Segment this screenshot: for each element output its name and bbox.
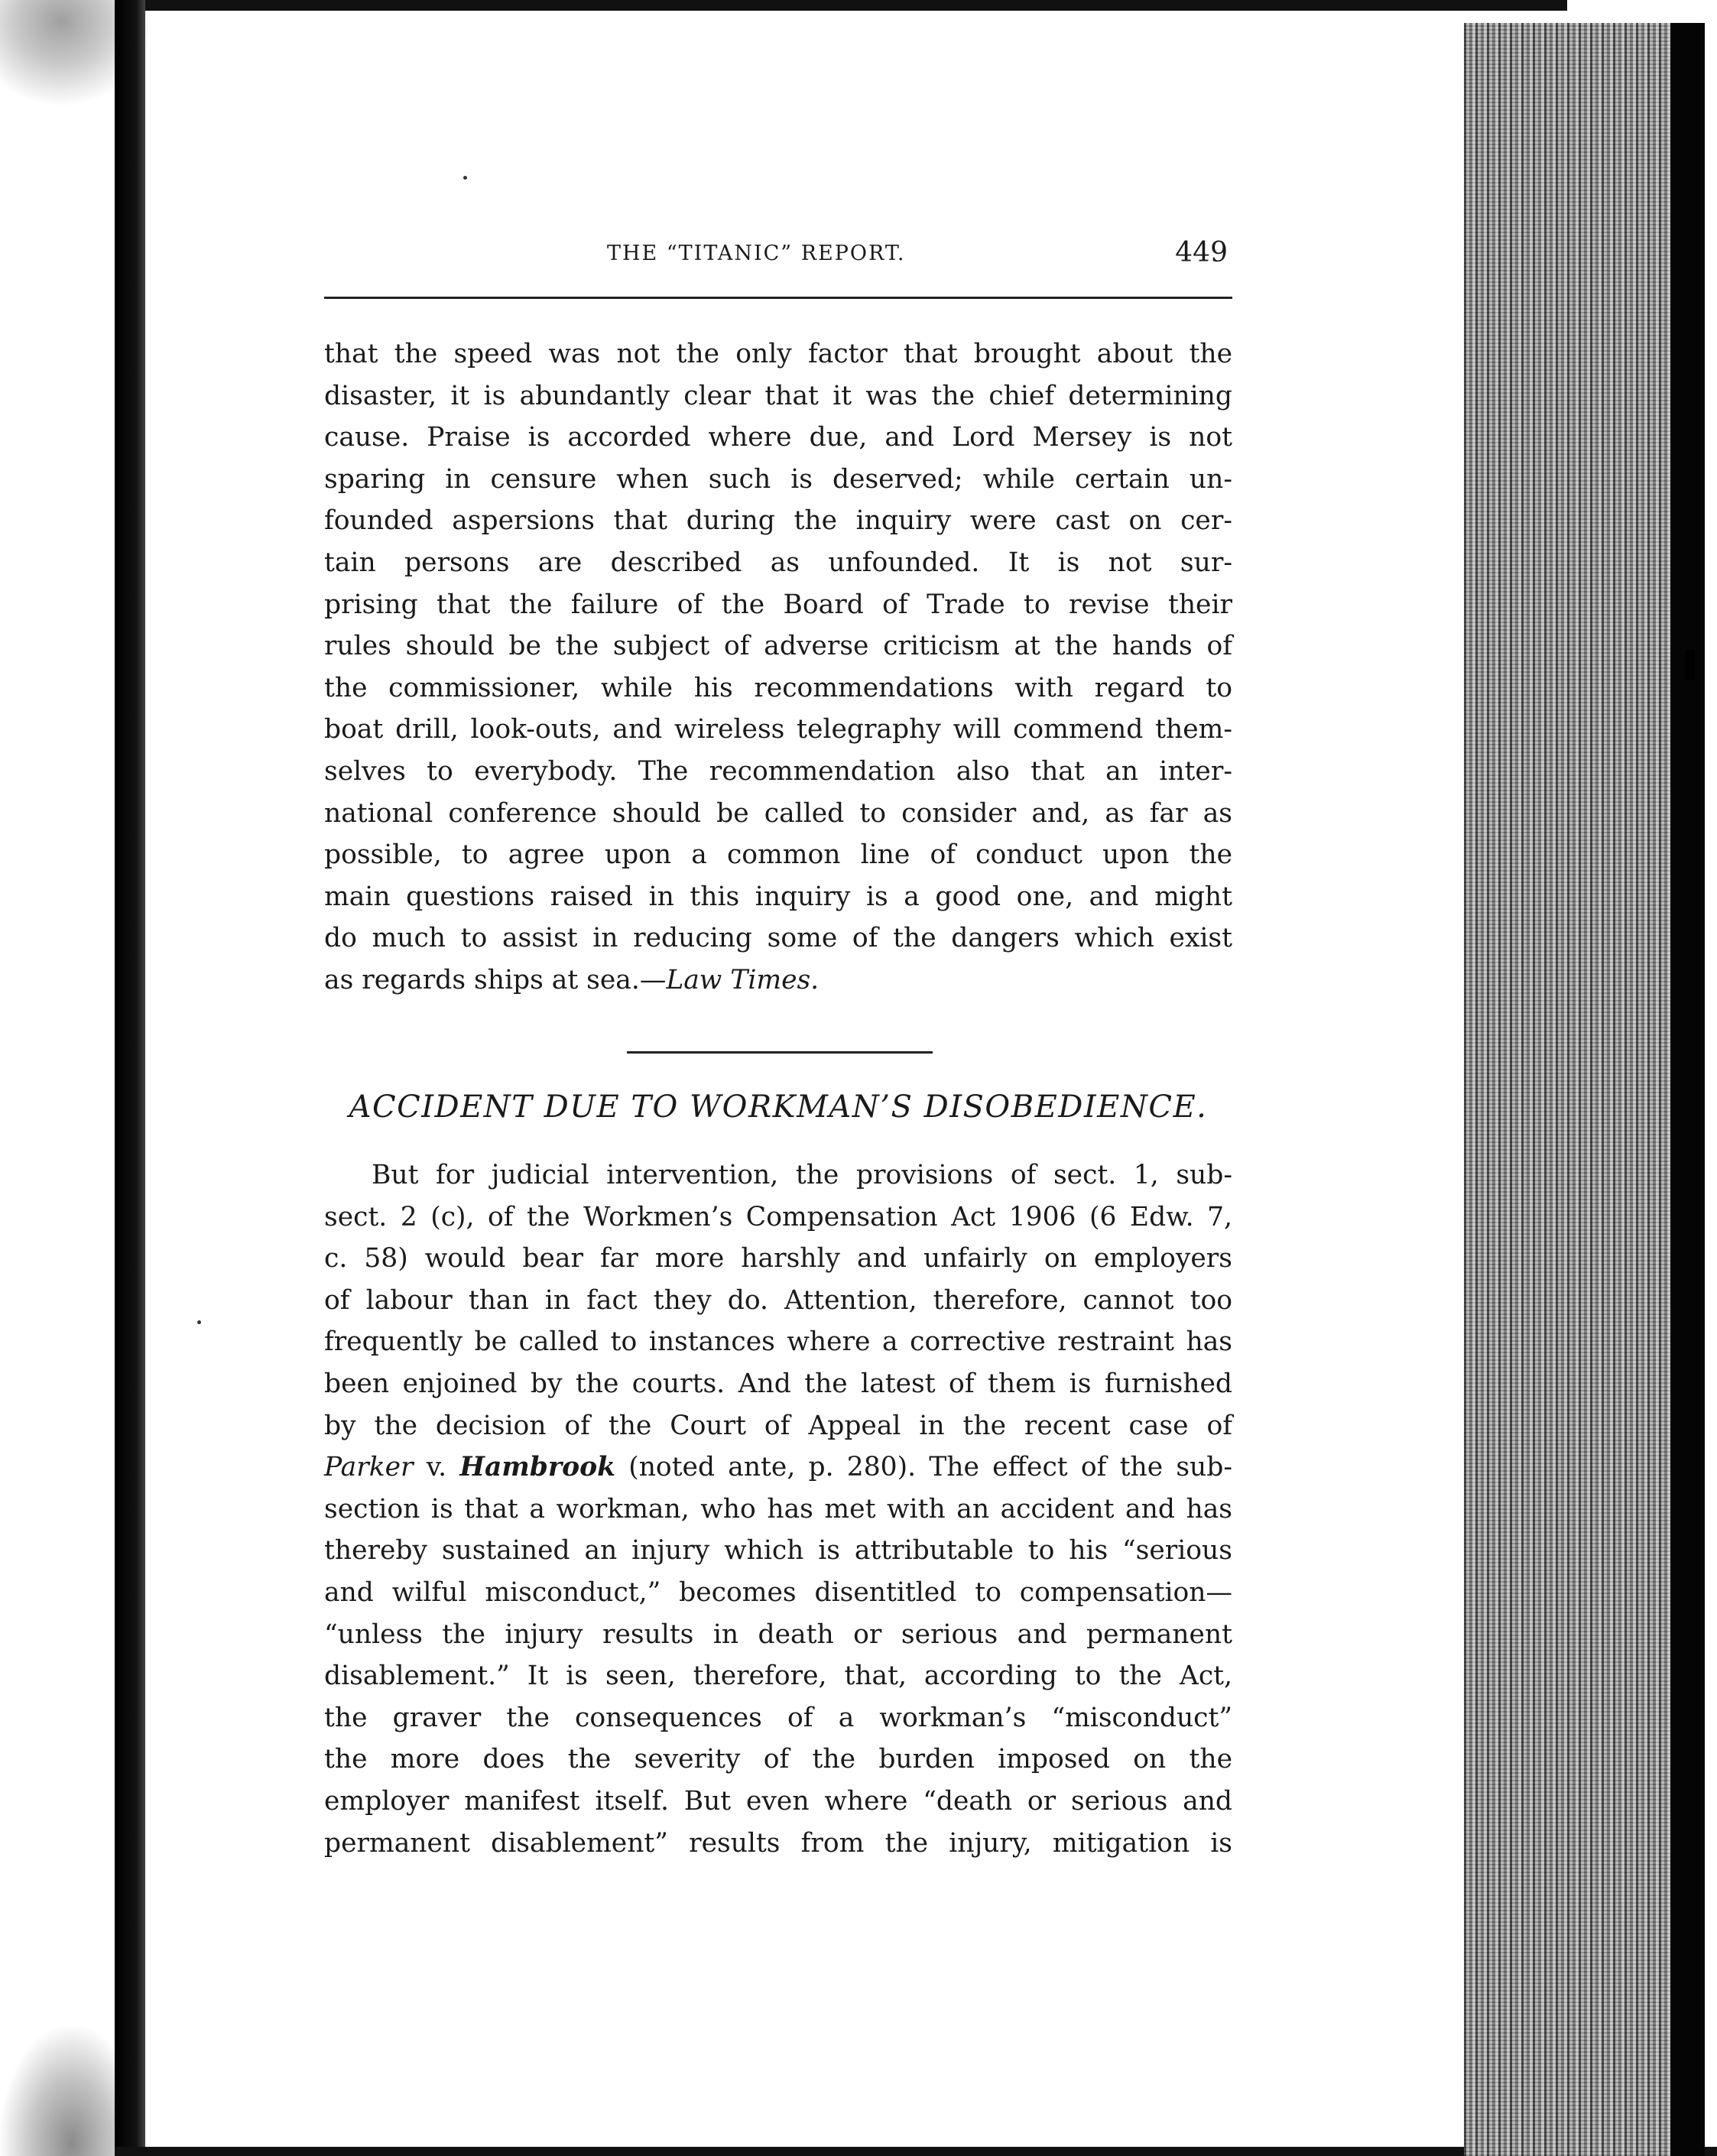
header-rule (324, 297, 1232, 299)
page-number: 449 (1175, 237, 1228, 268)
text-line: section is that a workman, who has met with an accident and has (324, 1493, 1232, 1524)
text-line: permanent disablement” results from the injury, mitigation is (324, 1827, 1232, 1859)
text-line: the graver the consequences of a workman’s “misconduct” (324, 1702, 1232, 1733)
text-line: rules should be the subject of adverse criticism at the hands of (324, 631, 1232, 662)
text-line: thereby sustained an injury which is attributable to his “serious (324, 1535, 1232, 1567)
text-line: main questions raised in this inquiry is a good one, and might (324, 881, 1232, 912)
source-citation: Law Times. (666, 964, 820, 995)
page-right-edge (1670, 23, 1705, 2156)
scan-speck (463, 176, 467, 180)
text-line: and wilful misconduct,” becomes disentitled to compensation— (324, 1576, 1232, 1608)
text-line: boat drill, look-outs, and wireless telegraphy will commend them- (324, 714, 1232, 745)
text-line: that the speed was not the only factor that brought about the (324, 339, 1232, 369)
case-name-second: Hambrook (459, 1452, 616, 1483)
edge-notch (1686, 650, 1695, 680)
text-line: cause. Praise is accorded where due, and Lord Mersey is not (324, 422, 1232, 453)
text-line: the commissioner, while his recommendations with regard to (324, 672, 1232, 703)
text-fragment: (noted ante, p. 280). The effect of the sub- (615, 1452, 1233, 1483)
scan-smudge-bottom-left (0, 2026, 130, 2156)
text-line: do much to assist in reducing some of the dangers which exist (324, 923, 1232, 954)
running-title: THE “TITANIC” REPORT. (607, 242, 906, 265)
text-line: of labour than in fact they do. Attention, therefore, cannot too (324, 1284, 1232, 1316)
text-line: been enjoined by the courts. And the latest of them is furnished (324, 1368, 1232, 1399)
case-versus: v. (413, 1452, 460, 1483)
text-line: c. 58) would bear far more harshly and unfairly on employers (324, 1243, 1232, 1274)
section-heading: ACCIDENT DUE TO WORKMAN’S DISOBEDIENCE. (349, 1089, 1208, 1125)
text-line: disaster, it is abundantly clear that it was the chief determining (324, 380, 1232, 411)
text-line: employer manifest itself. But even where “death or serious and (324, 1785, 1232, 1817)
text-line: disablement.” It is seen, therefore, that, according to the Act, (324, 1661, 1232, 1692)
binding-shadow (1464, 23, 1670, 2156)
running-head (324, 237, 1232, 275)
text-line: national conference should be called to consider and, as far as (324, 797, 1232, 829)
text-line: prising that the failure of the Board of Trade to revise their (324, 589, 1232, 620)
page-top-edge (115, 0, 1567, 11)
paragraph-titanic-report (324, 333, 1232, 1002)
scan-speck (197, 1320, 201, 1324)
text-line: But for judicial intervention, the provisions of sect. 1, sub- (372, 1160, 1232, 1190)
text-fragment: as regards ships at sea.— (324, 964, 667, 995)
page-left-edge (115, 0, 145, 2156)
text-line: tain persons are described as unfounded. It is not sur- (324, 547, 1232, 578)
text-line-last (324, 959, 1232, 1002)
text-line: frequently be called to instances where a corrective restraint has (324, 1326, 1232, 1358)
section-divider (627, 1051, 933, 1054)
paragraph-workman-disobedience (324, 1154, 1232, 1864)
text-line: “unless the injury results in death or serious and permanent (324, 1619, 1232, 1650)
text-line: possible, to agree upon a common line of conduct upon the (324, 839, 1232, 871)
text-line: by the decision of the Court of Appeal in the recent case of (324, 1410, 1232, 1441)
case-name-first: Parker (324, 1452, 414, 1483)
text-line: founded aspersions that during the inquiry were cast on cer- (324, 505, 1232, 537)
text-line: sect. 2 (c), of the Workmen’s Compensation Act 1906 (6 Edw. 7, (324, 1201, 1232, 1232)
text-line: sparing in censure when such is deserved; while certain un- (324, 463, 1232, 495)
text-line: selves to everybody. The recommendation also that an inter- (324, 755, 1232, 787)
text-line: the more does the severity of the burden imposed on the (324, 1744, 1232, 1775)
text-line-case (324, 1447, 1232, 1489)
